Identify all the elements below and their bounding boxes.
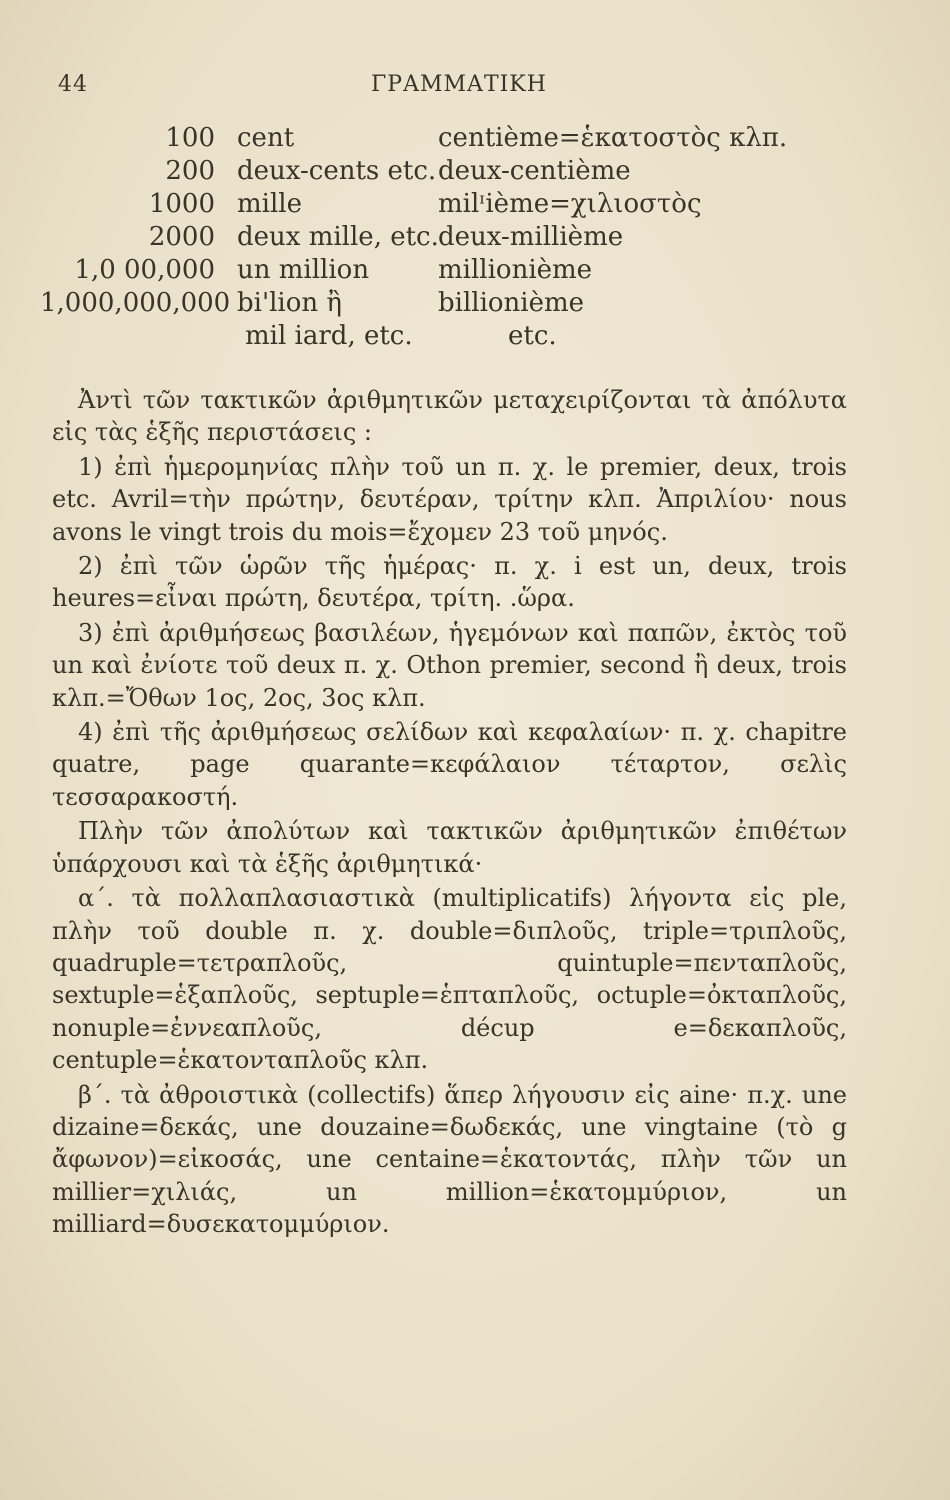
page-header [58, 72, 860, 108]
numeral-figure: 200 [165, 156, 215, 186]
rule-hours-paragraph: 2) ἐπὶ τῶν ὡρῶν τῆς ἡμέρας· π. χ. i est un, deux, trois heures=εἶναι πρώτη, δευτέρα, τρίτη. .ὥρα. [52, 552, 847, 613]
ordinal-word: deux-centième [438, 156, 631, 186]
multiplicatives-paragraph: α΄. τὰ πολλαπλασιαστικὰ (multiplicatifs) λήγοντα εἰς ple, πλὴν τοῦ double π. χ. double=διπλοῦς, triple=τριπλοῦς, quadruple=τετραπλοῦς, quintuple=πενταπλοῦς, sextuple=ἑξαπλοῦς, septuple=ἑπταπλοῦς, octuple=ὀκταπλοῦς, nonuple=ἐννεαπλοῦς, décup e=δεκαπλοῦς, centuple=ἑκατονταπλοῦς κλπ. [52, 884, 847, 1075]
numeral-row [40, 320, 870, 353]
running-head: ΓΡΑΜΜΑΤΙΚΗ [371, 72, 547, 97]
rule-kings-paragraph: 3) ἐπὶ ἀριθμήσεως βασιλέων, ἡγεμόνων καὶ παπῶν, ἐκτὸς τοῦ un καὶ ἐνίοτε τοῦ deux π. χ. Othon premier, second ἢ deux, trois κλπ.=Ὄθων 1ος, 2ος, 3ος κλπ. [52, 618, 847, 712]
numeral-row [40, 122, 870, 155]
ordinal-word: centième=ἑκατοστὸς κλπ. [438, 123, 788, 153]
cardinal-word: un million [237, 255, 370, 285]
cardinal-word: cent [237, 123, 295, 153]
body-text [52, 384, 847, 1241]
numeral-figure: 2000 [148, 222, 215, 252]
numeral-row [40, 221, 870, 254]
page-number: 44 [58, 72, 88, 97]
ordinal-word: etc. [508, 321, 557, 351]
intro-paragraph: Ἀντὶ τῶν τακτικῶν ἀριθμητικῶν μεταχειρίζονται τὰ ἀπόλυτα εἰς τὰς ἑξῆς περιστάσεις : [52, 386, 847, 447]
numeral-row [40, 155, 870, 188]
numeral-table [40, 122, 870, 353]
rule-pages-paragraph: 4) ἐπὶ τῆς ἀριθμήσεως σελίδων καὶ κεφαλαίων· π. χ. chapitre quatre, page quarante=κεφάλαιον τέταρτον, σελὶς τεσσαρακοστή. [52, 718, 847, 811]
other-numerals-paragraph: Πλὴν τῶν ἀπολύτων καὶ τακτικῶν ἀριθμητικῶν ἐπιθέτων ὑπάρχουσι καὶ τὰ ἑξῆς ἀριθμητικά· [52, 817, 847, 878]
numeral-figure: 1,000,000,000 [40, 288, 231, 318]
numeral-figure: 1,0 00,000 [74, 255, 215, 285]
numeral-figure: 1000 [148, 189, 215, 219]
numeral-figure: 100 [165, 123, 215, 153]
numeral-row [40, 188, 870, 221]
collectives-paragraph: β΄. τὰ ἀθροιστικὰ (collectifs) ἅπερ λήγουσιν εἰς aine· π.χ. une dizaine=δεκάς, une douzaine=δωδεκάς, une vingtaine (τὸ g ἄφωνον)=εἰκοσάς, une centaine=ἑκατοντάς, πλὴν τῶν un millier=χιλιάς, un million=ἑκατομμύριον, un milliard=δυσεκατομμύριον. [52, 1080, 847, 1239]
ordinal-word: millionième [438, 255, 593, 285]
cardinal-word: mil iard, etc. [245, 321, 413, 351]
cardinal-word: bi'lion ἢ [237, 288, 342, 318]
cardinal-word: deux mille, etc. [237, 222, 439, 252]
numeral-row [40, 287, 870, 320]
ordinal-word: billionième [438, 288, 585, 318]
ordinal-word: milᶦième=χιλιοστὸς [438, 189, 702, 219]
numeral-row [40, 254, 870, 287]
ordinal-word: deux-millième [438, 222, 624, 252]
cardinal-word: mille [237, 189, 302, 219]
rule-dates-paragraph: 1) ἐπὶ ἡμερομηνίας πλὴν τοῦ un π. χ. le premier, deux, trois etc. Avril=τὴν πρώτην, δευτέραν, τρίτην κλπ. Ἀπριλίου· nous avons le vingt trois du mois=ἔχομεν 23 τοῦ μηνός. [52, 452, 847, 546]
cardinal-word: deux-cents etc. [237, 156, 437, 186]
